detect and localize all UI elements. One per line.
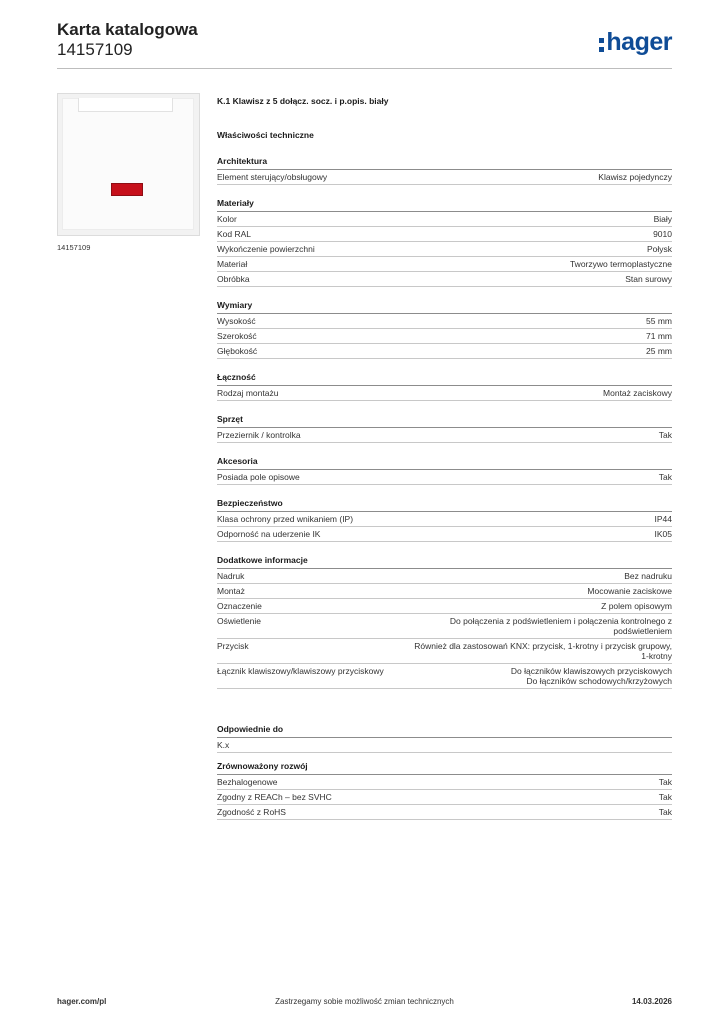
spec-row (217, 242, 672, 257)
spec-key: Bezhalogenowe (217, 777, 278, 787)
spec-row (217, 428, 672, 443)
group-title: Materiały (217, 198, 672, 212)
spec-group (217, 414, 672, 443)
spec-key: Oświetlenie (217, 616, 261, 626)
spec-value: Tworzywo termoplastyczne (569, 259, 672, 269)
spec-value: Biały (653, 214, 672, 224)
footer-website[interactable]: hager.com/pl (57, 997, 107, 1006)
group-title: Architektura (217, 156, 672, 170)
logo-dots-icon (599, 32, 604, 52)
spec-key: Obróbka (217, 274, 250, 284)
spec-key: Nadruk (217, 571, 245, 581)
spec-group (217, 498, 672, 542)
spec-key: Głębokość (217, 346, 258, 356)
spec-value: Mocowanie zaciskowe (587, 586, 672, 596)
spec-value: Stan surowy (625, 274, 672, 284)
spec-value: Również dla zastosowań KNX: przycisk, 1-krotny i przycisk grupowy, 1-krotny (414, 641, 672, 661)
spec-key: Wykończenie powierzchni (217, 244, 315, 254)
spec-row (217, 344, 672, 359)
group-title: Zrównoważony rozwój (217, 761, 672, 775)
section-title: Właściwości techniczne (217, 130, 314, 140)
spec-row (217, 738, 672, 753)
spec-group (217, 761, 672, 820)
spec-group (217, 456, 672, 485)
spec-key: Klasa ochrony przed wnikaniem (IP) (217, 514, 354, 524)
spec-row (217, 790, 672, 805)
spec-group (217, 156, 672, 185)
spec-key: Kolor (217, 214, 237, 224)
product-name: K.1 Klawisz z 5 dołącz. socz. i p.opis. biały (217, 96, 389, 106)
spec-value: 9010 (653, 229, 672, 239)
spec-row (217, 386, 672, 401)
spec-row (217, 272, 672, 287)
spec-row (217, 170, 672, 185)
image-caption: 14157109 (57, 243, 91, 252)
spec-value: Tak (658, 777, 672, 787)
product-code: 14157109 (57, 40, 133, 59)
spec-key: Zgodny z REACh – bez SVHC (217, 792, 332, 802)
spec-key: Wysokość (217, 316, 256, 326)
group-title: Wymiary (217, 300, 672, 314)
spec-value: Tak (658, 792, 672, 802)
spec-key: Materiał (217, 259, 248, 269)
spec-key: Rodzaj montażu (217, 388, 279, 398)
document-header (57, 20, 198, 60)
spec-key: Oznaczenie (217, 601, 262, 611)
spec-row (217, 614, 672, 639)
spec-key: Odporność na uderzenie IK (217, 529, 321, 539)
spec-row (217, 227, 672, 242)
logo-text: hager (606, 28, 672, 56)
spec-row (217, 775, 672, 790)
group-title: Bezpieczeństwo (217, 498, 672, 512)
group-title: Dodatkowe informacje (217, 555, 672, 569)
spec-value: 71 mm (646, 331, 672, 341)
spec-content (217, 96, 672, 833)
spec-row (217, 329, 672, 344)
spec-value: Klawisz pojedynczy (598, 172, 672, 182)
spec-group (217, 724, 672, 753)
spec-value: Montaż zaciskowy (603, 388, 672, 398)
spec-value: 25 mm (646, 346, 672, 356)
switch-face (62, 98, 194, 230)
spec-value: Tak (658, 430, 672, 440)
spec-row (217, 212, 672, 227)
spec-value: IK05 (654, 529, 672, 539)
document-title: Karta katalogowa (57, 20, 198, 39)
spec-key: Zgodność z RoHS (217, 807, 286, 817)
spec-value: Do łączników klawiszowych przyciskowych Do łączników schodowych/krzyżowych (510, 666, 672, 686)
spec-value: Tak (658, 472, 672, 482)
spec-key: Montaż (217, 586, 245, 596)
footer-disclaimer: Zastrzegamy sobie możliwość zmian technicznych (275, 997, 454, 1006)
group-title: Odpowiednie do (217, 724, 672, 738)
spec-row (217, 470, 672, 485)
spec-row (217, 664, 672, 689)
spec-key: Szerokość (217, 331, 257, 341)
spec-value: Połysk (646, 244, 672, 254)
spec-value: IP44 (654, 514, 672, 524)
spec-groups (217, 156, 672, 820)
spec-key: Przycisk (217, 641, 249, 651)
spec-group (217, 300, 672, 359)
spec-value: 55 mm (646, 316, 672, 326)
spec-value: Tak (658, 807, 672, 817)
spec-row (217, 805, 672, 820)
spec-key: Element sterujący/obsługowy (217, 172, 328, 182)
spec-row (217, 584, 672, 599)
spec-key: K.x (217, 740, 230, 750)
spec-key: Przeziernik / kontrolka (217, 430, 301, 440)
spec-group (217, 198, 672, 287)
spec-key: Łącznik klawiszowy/klawiszowy przyciskowy (217, 666, 384, 676)
product-image (57, 93, 200, 236)
footer-date: 14.03.2026 (631, 997, 672, 1006)
group-title: Sprzęt (217, 414, 672, 428)
hager-logo (599, 29, 672, 55)
group-title: Akcesoria (217, 456, 672, 470)
label-field (78, 98, 173, 112)
spec-value: Z polem opisowym (601, 601, 672, 611)
spec-key: Kod RAL (217, 229, 252, 239)
spec-value: Do połączenia z podświetleniem i połączenia kontrolnego z podświetleniem (449, 616, 672, 636)
spec-row (217, 512, 672, 527)
spec-row (217, 599, 672, 614)
spec-row (217, 314, 672, 329)
spec-key: Posiada pole opisowe (217, 472, 300, 482)
spec-row (217, 569, 672, 584)
header-divider (57, 68, 672, 69)
spec-group (217, 372, 672, 401)
group-title: Łączność (217, 372, 672, 386)
spec-row (217, 639, 672, 664)
spec-value: Bez nadruku (624, 571, 672, 581)
spec-row (217, 527, 672, 542)
spec-row (217, 257, 672, 272)
spec-group (217, 555, 672, 689)
indicator-led (111, 183, 143, 196)
group-spacer (217, 702, 672, 724)
